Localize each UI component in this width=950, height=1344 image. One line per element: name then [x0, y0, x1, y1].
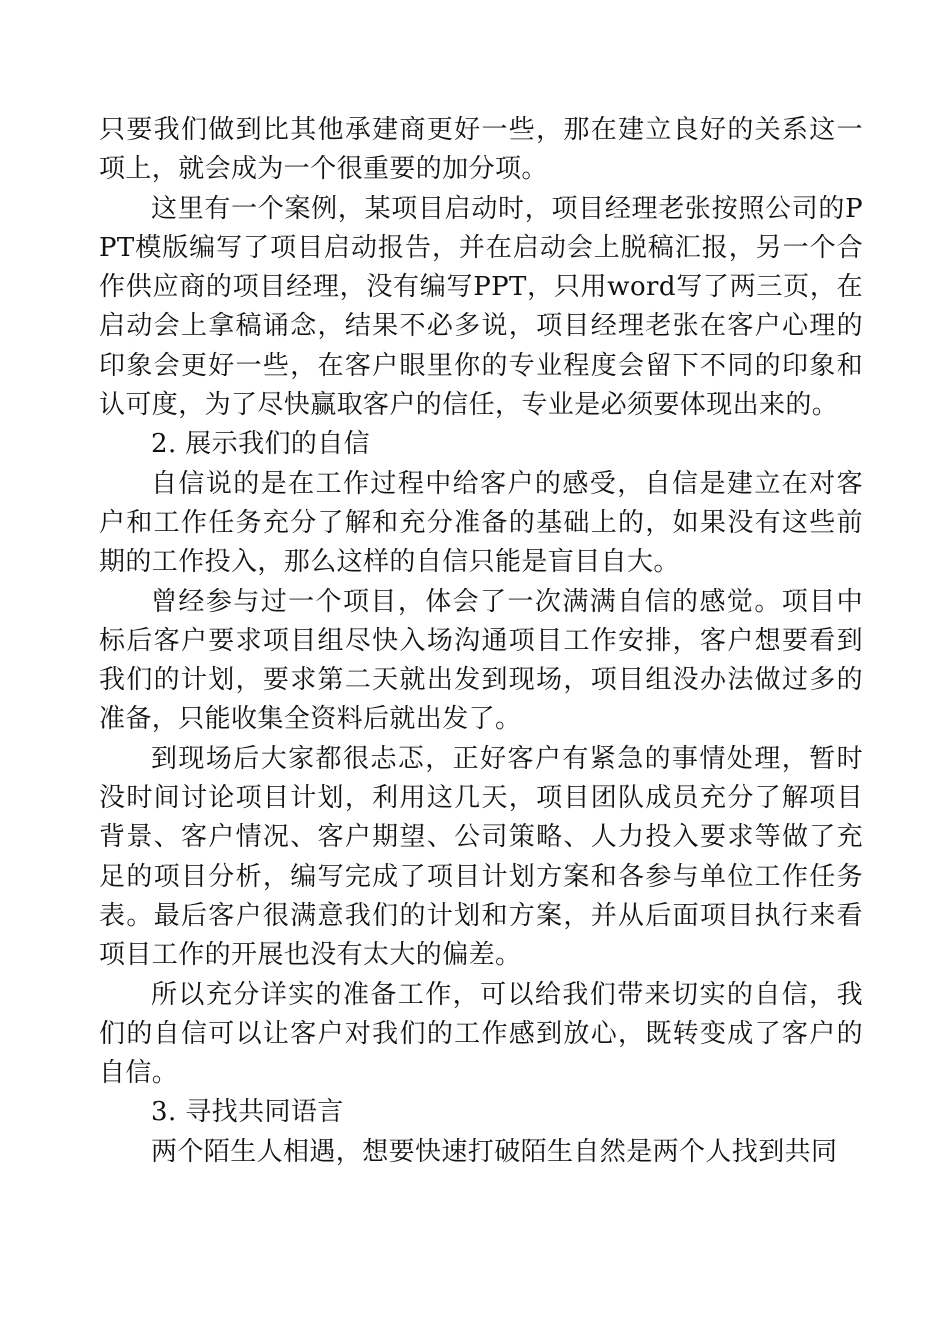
paragraph: 曾经参与过一个项目，体会了一次满满自信的感觉。项目中标后客户要求项目组尽快入场沟通项目工作安排，客户想要看到我们的计划，要求第二天就出发到现场，项目组没办法做过多的准备，只能收集全资料后就出发了。	[99, 586, 863, 735]
section-heading: 3. 寻找共同语言	[151, 1097, 344, 1128]
section-heading: 2. 展示我们的自信	[151, 429, 371, 460]
paragraph: 两个陌生人相遇，想要快速打破陌生自然是两个人找到共同	[151, 1136, 838, 1167]
paragraph: 所以充分详实的准备工作，可以给我们带来切实的自信，我们的自信可以让客户对我们的工作感到放心，既转变成了客户的自信。	[99, 979, 863, 1089]
document-body	[99, 111, 863, 1172]
paragraph: 这里有一个案例，某项目启动时，项目经理老张按照公司的PPT模版编写了项目启动报告，并在启动会上脱稿汇报，另一个合作供应商的项目经理，没有编写PPT，只用word写了两三页，在启动会上拿稿诵念，结果不必多说，项目经理老张在客户心理的印象会更好一些，在客户眼里你的专业程度会留下不同的印象和认可度，为了尽快赢取客户的信任，专业是必须要体现出来的。	[99, 193, 863, 421]
paragraph: 自信说的是在工作过程中给客户的感受，自信是建立在对客户和工作任务充分了解和充分准备的基础上的，如果没有这些前期的工作投入，那么这样的自信只能是盲目自大。	[99, 468, 863, 578]
paragraph: 只要我们做到比其他承建商更好一些，那在建立良好的关系这一项上，就会成为一个很重要的加分项。	[99, 115, 863, 185]
paragraph: 到现场后大家都很忐忑，正好客户有紧急的事情处理，暂时没时间讨论项目计划，利用这几天，项目团队成员充分了解项目背景、客户情况、客户期望、公司策略、人力投入要求等做了充足的项目分析，编写完成了项目计划方案和各参与单位工作任务表。最后客户很满意我们的计划和方案，并从后面项目执行来看项目工作的开展也没有太大的偏差。	[99, 743, 863, 971]
